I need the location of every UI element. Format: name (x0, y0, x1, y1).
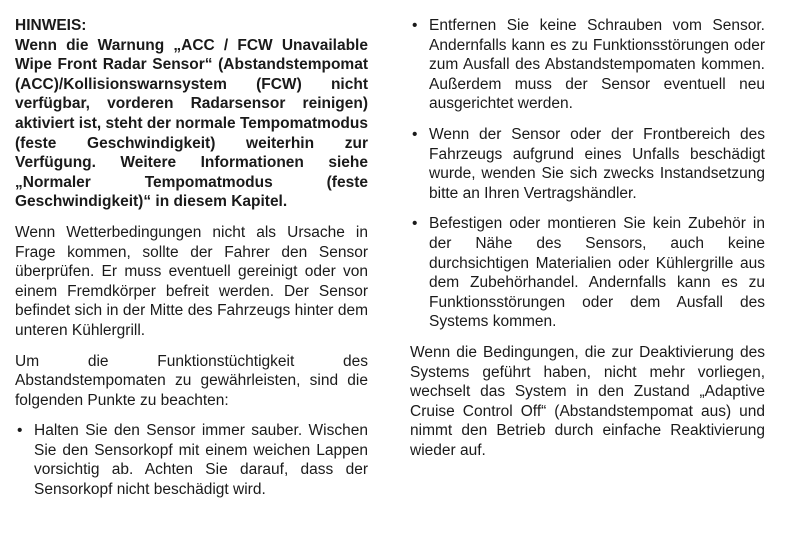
bullet-item-no-screws (410, 16, 765, 114)
bullet-item-accident-damage (410, 125, 765, 203)
bullet-list-left (15, 421, 368, 499)
paragraph-functionality: Um die Funktionstüchtigkeit des Abstandstempomaten zu gewährleisten, sind die folgenden Punkte zu beachten: (15, 352, 368, 409)
note-body: Wenn die Warnung „ACC / FCW Unavailable Wipe Front Radar Sensor“ (Abstandstempomat (ACC)/Kollisionswarnsystem (FCW) nicht verfügbar, vorderen Radarsensor reinigen) aktiviert ist, steht der normale Tempomatmodus (feste Geschwindigkeit) weiterhin zur Verfügung. Weitere Informationen siehe „Normaler Tempomatmodus (feste Geschwindigkeit)“ in diesem Kapitel. (15, 36, 368, 211)
bullet-item-keep-clean (15, 421, 368, 499)
paragraph-reactivation: Wenn die Bedingungen, die zur Deaktivierung des Systems geführt haben, nicht mehr vorliegen, wechselt das System in den Zustand „Adaptive Cruise Control Off“ (Abstandstempomat aus) und nimmt den Betrieb durch einfache Reaktivierung wieder auf. (410, 343, 765, 459)
bullet-icon: • (412, 17, 418, 34)
bullet-text: Entfernen Sie keine Schrauben vom Sensor. Andernfalls kann es zu Funktionsstörungen oder zum Ausfall des Abstandstempomaten kommen. Außerdem muss der Sensor eventuell neu ausgerichtet werden. (429, 17, 765, 113)
bullet-list-right (410, 16, 765, 332)
bullet-icon: • (412, 215, 418, 233)
right-column (410, 16, 765, 471)
paragraph-sensor-check: Wenn Wetterbedingungen nicht als Ursache in Frage kommen, sollte der Fahrer den Sensor überprüfen. Er muss eventuell gereinigt oder von einem Fremdkörper befreit werden. Der Sensor befindet sich in der Mitte des Fahrzeugs hinter dem unteren Kühlergrill. (15, 223, 368, 339)
left-column (15, 16, 368, 511)
bullet-text: Befestigen oder montieren Sie kein Zubehör in der Nähe des Sensors, auch keine durchsichtigen Materialien oder Kühlergrille aus dem Zubehörhandel. Andernfalls kann es zu Funktionsstörungen oder dem Ausfall des Systems kommen. (429, 215, 765, 331)
bullet-text: Wenn der Sensor oder der Frontbereich des Fahrzeugs aufgrund eines Unfalls beschädigt wurde, wenden Sie sich zwecks Instandsetzung bitte an Ihren Vertragshändler. (429, 125, 765, 202)
bullet-icon: • (17, 422, 23, 440)
note-heading: HINWEIS: (15, 17, 87, 34)
bullet-text: Halten Sie den Sensor immer sauber. Wischen Sie den Sensorkopf mit einem weichen Lappen vorsichtig ab. Achten Sie darauf, dass der Sensorkopf nicht beschädigt wird. (34, 422, 368, 499)
bullet-item-no-accessories (410, 214, 765, 332)
bullet-icon: • (412, 125, 418, 143)
